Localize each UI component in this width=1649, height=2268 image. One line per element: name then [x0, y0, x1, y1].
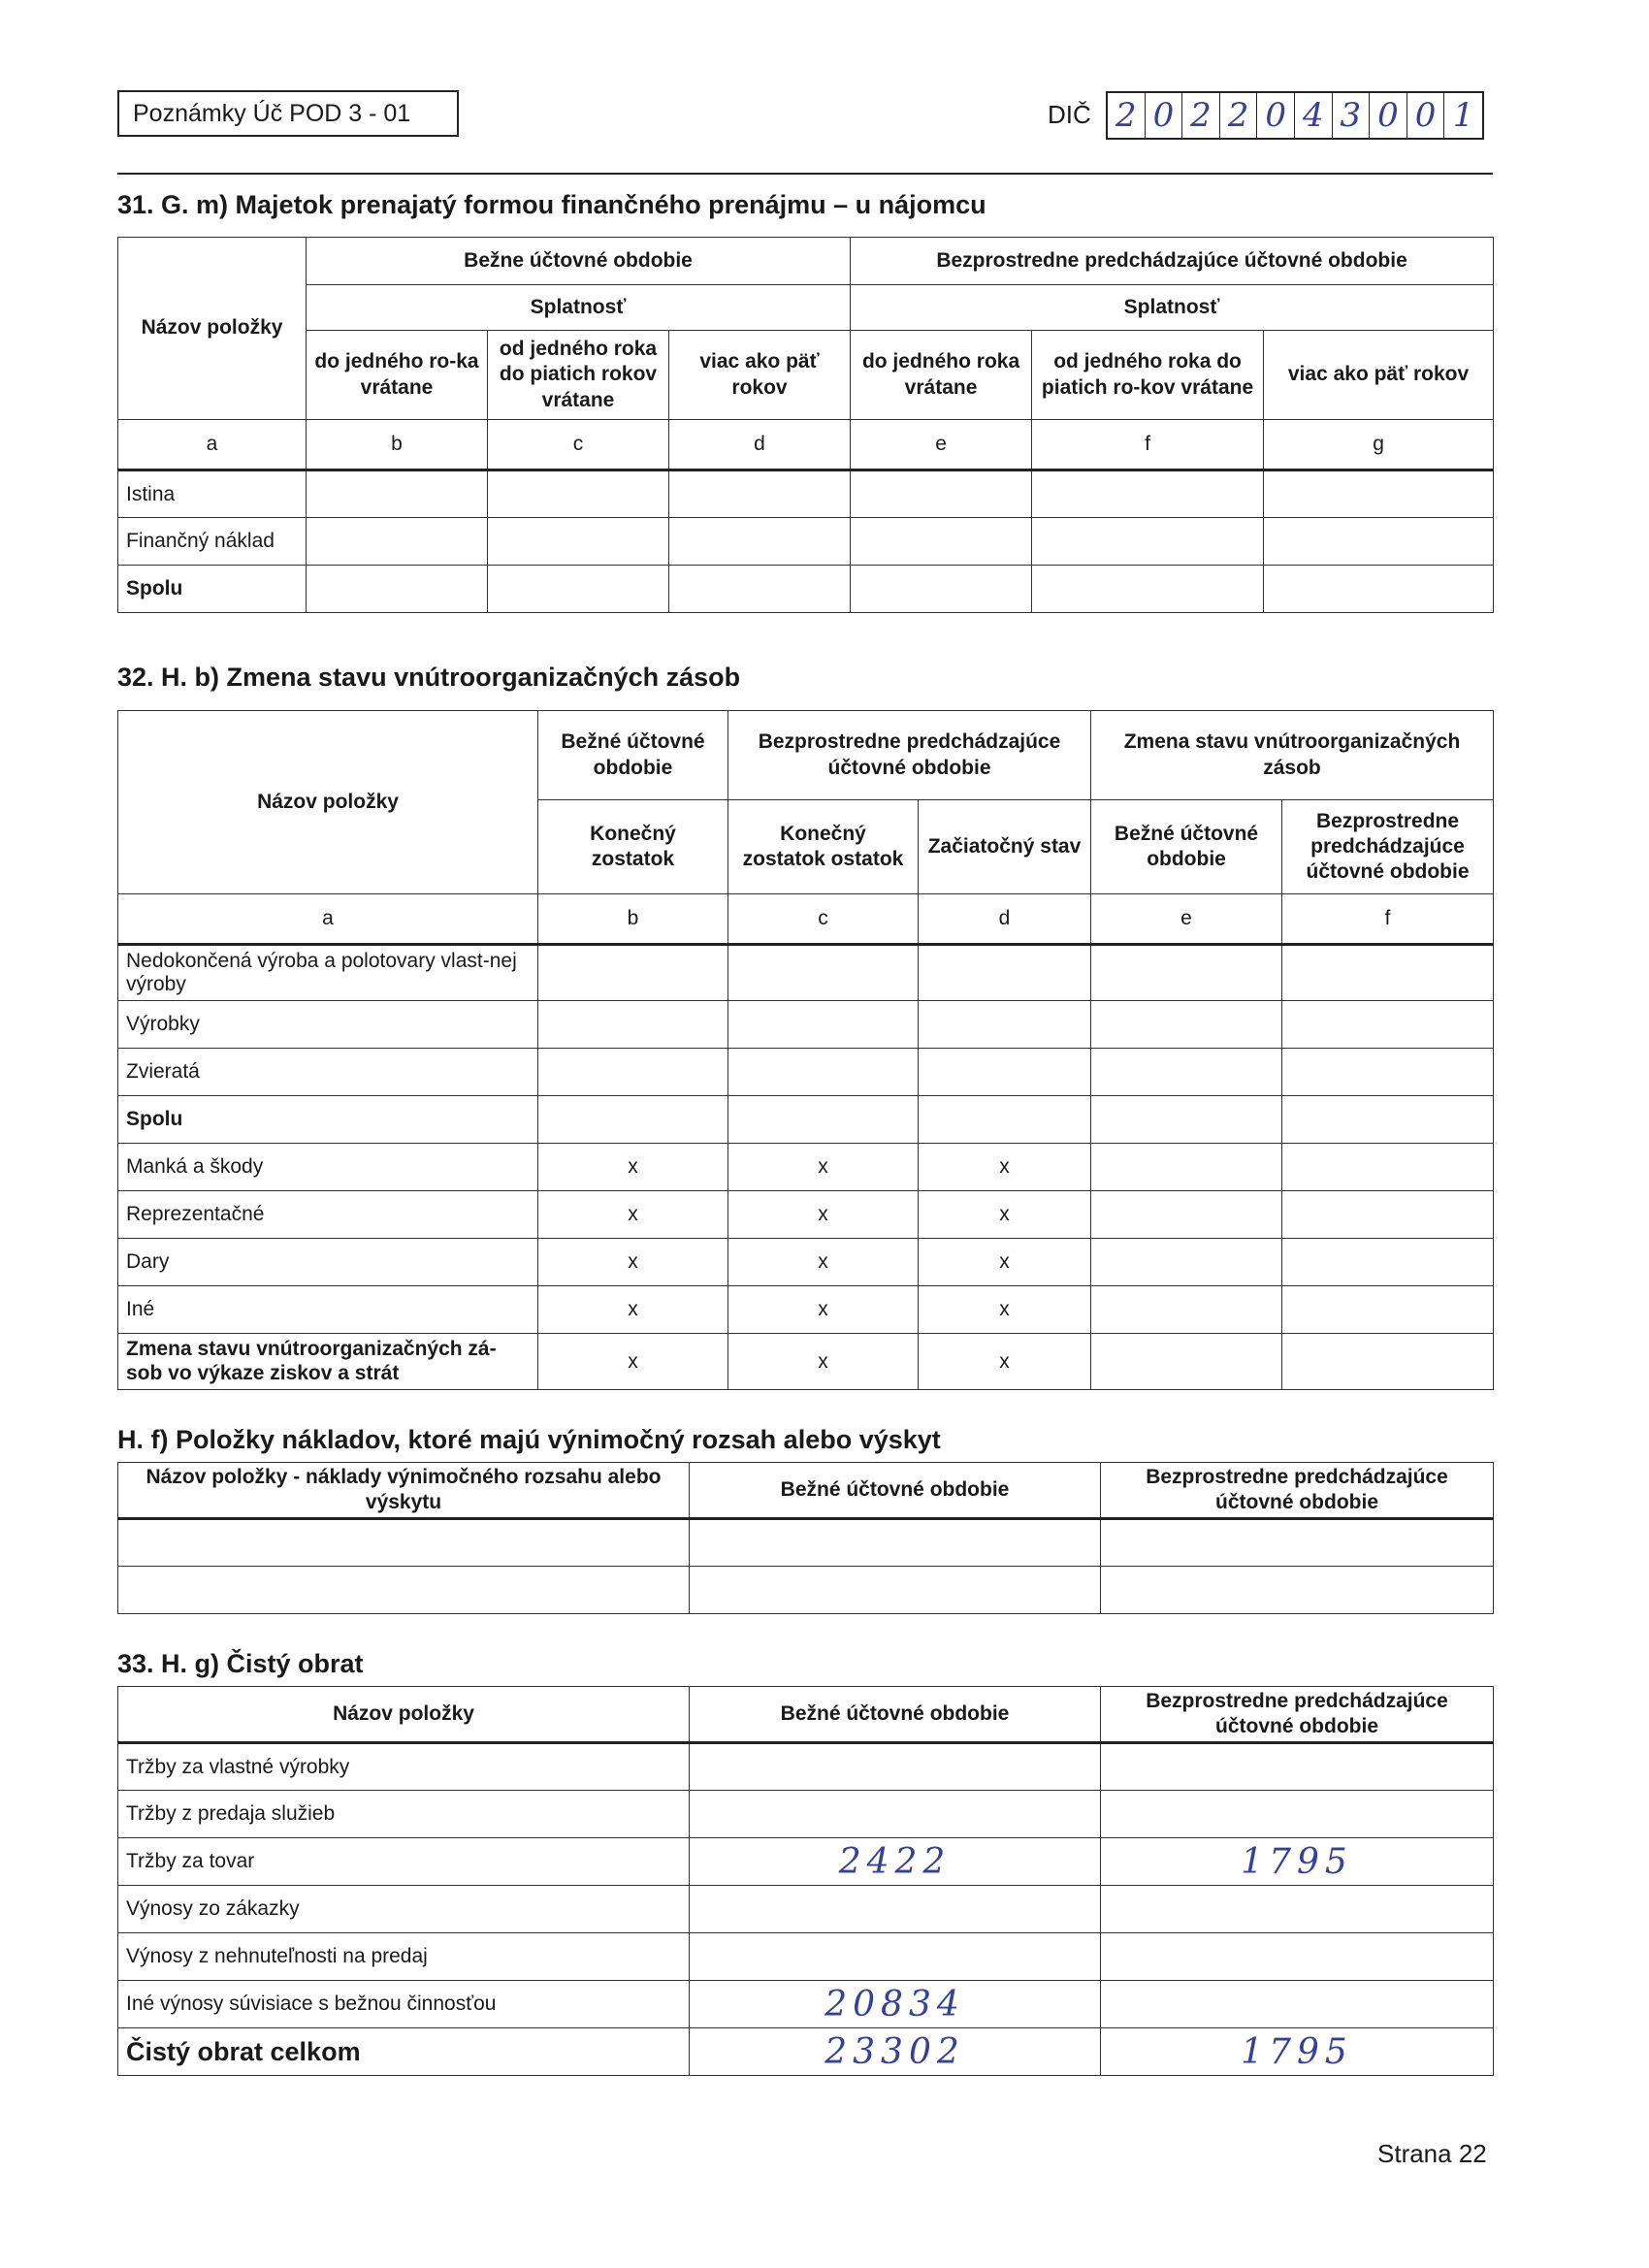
section-hf-table: [117, 1462, 1494, 1614]
row-label: Reprezentačné: [118, 1191, 538, 1239]
dic-digit: 4: [1295, 93, 1333, 138]
current-value: 20834: [690, 1981, 1101, 2028]
row-label: Výnosy z nehnuteľnosti na predaj: [118, 1933, 690, 1981]
current-period-header: Bežné účtovné obdobie: [690, 1687, 1101, 1743]
section-31-title: 31. G. m) Majetok prenajatý formou finančného prenájmu – u nájomcu: [117, 190, 986, 219]
col-header: od jedného roka do piatich rokov vrátane: [488, 331, 669, 420]
x-mark: x: [919, 1286, 1091, 1334]
col-letter: e: [851, 420, 1032, 470]
x-mark: x: [919, 1191, 1091, 1239]
row-label-total: Čistý obrat celkom: [118, 2028, 690, 2076]
section-hf-title: H. f) Položky nákladov, ktoré majú výnimočný rozsah alebo výskyt: [117, 1425, 941, 1454]
row-label-total: Spolu: [118, 566, 307, 613]
col-letter: g: [1264, 420, 1494, 470]
col-letter: a: [118, 894, 538, 945]
maturity-header: Splatnosť: [851, 285, 1494, 331]
x-mark: x: [538, 1334, 728, 1390]
page-number: Strana 22: [1377, 2139, 1487, 2168]
header-rule: [117, 173, 1493, 175]
current-value: [690, 1933, 1101, 1981]
x-mark: x: [728, 1334, 919, 1390]
current-value: [690, 1886, 1101, 1933]
dic-digit: 2: [1108, 93, 1146, 138]
row-label: Finančný náklad: [118, 518, 307, 566]
end-balance-prev-header: Konečný zostatok ostatok: [728, 800, 919, 894]
row-label: Zvieratá: [118, 1049, 538, 1096]
section-31-table: [117, 237, 1494, 613]
previous-value: 1795: [1101, 2028, 1494, 2076]
col-letter: b: [538, 894, 728, 945]
col-letter: d: [669, 420, 851, 470]
x-mark: x: [919, 1239, 1091, 1286]
col-header: viac ako päť rokov: [1264, 331, 1494, 420]
dic-label: DIČ: [1048, 100, 1091, 129]
col-letter: a: [118, 420, 307, 470]
current-period-header: Bežné účtovné obdobie: [538, 711, 728, 800]
col-header: do jedného roka vrátane: [851, 331, 1032, 420]
end-balance-header: Konečný zostatok: [538, 800, 728, 894]
current-value: [690, 1743, 1101, 1791]
form-code: Poznámky Úč POD 3 - 01: [133, 100, 411, 127]
previous-value: [1101, 1886, 1494, 1933]
col-header: viac ako päť rokov: [669, 331, 851, 420]
col-letter: f: [1032, 420, 1264, 470]
form-code-box: [117, 90, 459, 137]
col-name-header: Názov položky - náklady výnimočného rozsahu alebo výskytu: [118, 1463, 690, 1519]
col-letter: c: [728, 894, 919, 945]
dic-digit: 1: [1452, 96, 1474, 135]
x-mark: x: [538, 1286, 728, 1334]
section-33-table: [117, 1686, 1494, 2076]
dic-digit: 0: [1370, 93, 1407, 138]
previous-period-header: Bezprostredne predchádzajúce účtovné obdobie: [728, 711, 1091, 800]
row-label: Iné: [118, 1286, 538, 1334]
current-value: [690, 1791, 1101, 1838]
change-current-header: Bežné účtovné obdobie: [1091, 800, 1282, 894]
col-name-header: Názov položky: [118, 711, 538, 894]
row-label: Nedokončená výroba a polotovary vlast-nej výroby: [118, 945, 538, 1001]
row-label: Dary: [118, 1239, 538, 1286]
row-label-total: Zmena stavu vnútroorganizačných zá-sob vo výkaze ziskov a strát: [118, 1334, 538, 1390]
change-previous-header: Bezprostredne predchádzajúce účtovné obdobie: [1282, 800, 1494, 894]
col-name-header: Názov položky: [118, 238, 307, 420]
previous-value: 1795: [1101, 1838, 1494, 1886]
previous-period-header: Bezprostredne predchádzajúce účtovné obdobie: [851, 238, 1494, 285]
change-header: Zmena stavu vnútroorganizačných zásob: [1091, 711, 1494, 800]
x-mark: x: [919, 1144, 1091, 1191]
x-mark: x: [728, 1191, 919, 1239]
section-33-title: 33. H. g) Čistý obrat: [117, 1649, 364, 1678]
start-balance-header: Začiatočný stav: [919, 800, 1091, 894]
row-label: Tržby za vlastné výrobky: [118, 1743, 690, 1791]
current-period-header: Bežne účtovné obdobie: [307, 238, 851, 285]
col-letter: d: [919, 894, 1091, 945]
dic-digit: 2: [1220, 93, 1258, 138]
current-value: 23302: [690, 2028, 1101, 2076]
x-mark: x: [919, 1334, 1091, 1390]
row-label: Iné výnosy súvisiace s bežnou činnosťou: [118, 1981, 690, 2028]
previous-value: [1101, 1981, 1494, 2028]
col-name-header: Názov položky: [118, 1687, 690, 1743]
col-letter: e: [1091, 894, 1282, 945]
previous-value: [1101, 1933, 1494, 1981]
row-label: Výrobky: [118, 1001, 538, 1049]
row-label: Istina: [118, 470, 307, 518]
x-mark: x: [728, 1286, 919, 1334]
x-mark: x: [538, 1239, 728, 1286]
section-32-table: [117, 710, 1494, 1390]
maturity-header: Splatnosť: [307, 285, 851, 331]
col-header: od jedného roka do piatich ro-kov vrátane: [1032, 331, 1264, 420]
dic-digit-boxes: [1106, 91, 1484, 140]
col-letter: f: [1282, 894, 1494, 945]
previous-period-header: Bezprostredne predchádzajúce účtovné obdobie: [1101, 1463, 1494, 1519]
x-mark: x: [538, 1144, 728, 1191]
row-label: Výnosy zo zákazky: [118, 1886, 690, 1933]
row-label: Tržby za tovar: [118, 1838, 690, 1886]
col-header: do jedného ro-ka vrátane: [307, 331, 488, 420]
col-letter: b: [307, 420, 488, 470]
previous-period-header: Bezprostredne predchádzajúce účtovné obdobie: [1101, 1687, 1494, 1743]
dic-digit: 0: [1146, 93, 1183, 138]
row-label: Manká a škody: [118, 1144, 538, 1191]
current-value: 2422: [690, 1838, 1101, 1886]
previous-value: [1101, 1743, 1494, 1791]
dic-digit: 0: [1407, 93, 1445, 138]
row-label: Tržby z predaja služieb: [118, 1791, 690, 1838]
row-label-total: Spolu: [118, 1096, 538, 1144]
section-32-title: 32. H. b) Zmena stavu vnútroorganizačných zásob: [117, 663, 741, 692]
x-mark: x: [538, 1191, 728, 1239]
current-period-header: Bežné účtovné obdobie: [690, 1463, 1101, 1519]
x-mark: x: [728, 1239, 919, 1286]
x-mark: x: [728, 1144, 919, 1191]
dic-digit: 3: [1333, 93, 1371, 138]
dic-digit: 2: [1182, 93, 1220, 138]
dic-digit: 0: [1257, 93, 1295, 138]
col-letter: c: [488, 420, 669, 470]
previous-value: [1101, 1791, 1494, 1838]
